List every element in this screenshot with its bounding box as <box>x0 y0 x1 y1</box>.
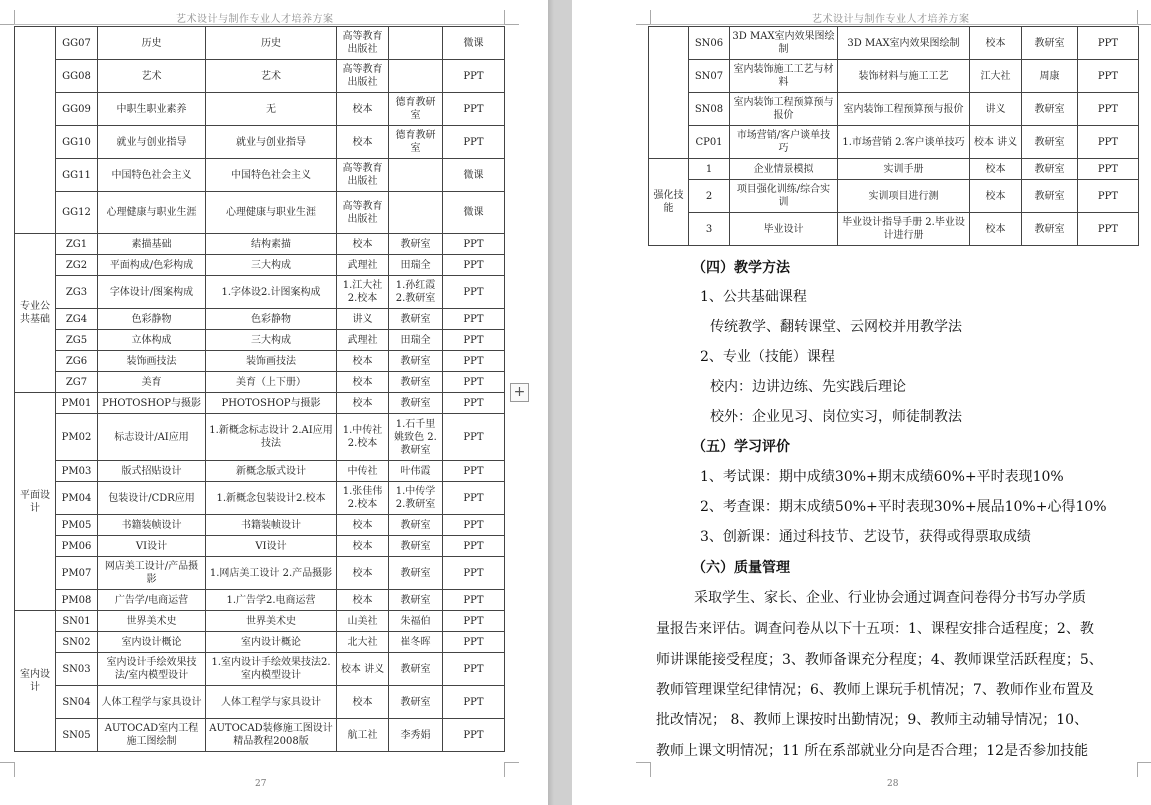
cell-textbook: 装饰材料与施工工艺 <box>838 60 970 93</box>
cell-textbook: VI设计 <box>206 536 337 557</box>
cell-editor: 崔冬晖 <box>389 632 443 653</box>
cell-editor: 德育教研室 <box>389 126 443 159</box>
crop-mark <box>504 10 519 25</box>
cell-format: PPT <box>443 255 505 276</box>
cell-editor: 教研室 <box>389 590 443 611</box>
cell-textbook: 美育（上下册） <box>206 372 337 393</box>
cell-course: 毕业设计 <box>730 213 838 246</box>
cell-format: PPT <box>443 611 505 632</box>
cell-publisher: 北大社 <box>337 632 389 653</box>
table-row <box>15 234 505 255</box>
cell-textbook: 无 <box>206 93 337 126</box>
cell-course: 书籍装帧设计 <box>98 515 206 536</box>
table-row <box>15 632 505 653</box>
course-table-left <box>14 26 505 752</box>
cell-publisher: 校本 讲义 <box>337 653 389 686</box>
running-header: 艺术设计与制作专业人才培养方案 <box>812 14 970 25</box>
cell-textbook: 装饰画技法 <box>206 351 337 372</box>
cell-code: GG09 <box>56 93 98 126</box>
paragraph-line: 3、创新课：通过科技节、艺设节，获得或得票取成绩 <box>700 529 1031 545</box>
cell-format: PPT <box>443 330 505 351</box>
page-gap-shadow <box>548 0 554 805</box>
table-row <box>15 351 505 372</box>
table-row <box>649 27 1139 60</box>
header-rule <box>14 24 504 25</box>
cell-editor: 1.孙红霞 2.教研室 <box>389 276 443 309</box>
cell-editor <box>389 192 443 234</box>
cell-textbook: 1.新概念包装设计2.校本 <box>206 482 337 515</box>
cell-publisher: 校本 讲义 <box>970 126 1022 159</box>
paragraph-line: 教师上课文明情况；11 所在系部就业分向是否合理；12是否参加技能 <box>656 743 1089 759</box>
paragraph-line: 批改情况； 8、教师上课按时出勤情况；9、教师主动辅导情况；10、 <box>656 712 1089 728</box>
cell-format: PPT <box>1078 93 1139 126</box>
cell-editor: 教研室 <box>389 309 443 330</box>
cell-code: PM05 <box>56 515 98 536</box>
table-row <box>15 309 505 330</box>
cell-textbook: 心理健康与职业生涯 <box>206 192 337 234</box>
table-row <box>15 482 505 515</box>
cell-editor: 德育教研室 <box>389 93 443 126</box>
paragraph-line: 1、考试课：期中成绩30%+期末成绩60%+平时表现10% <box>700 469 1064 485</box>
course-group-cell <box>15 27 56 234</box>
cell-code: ZG4 <box>56 309 98 330</box>
cell-format: PPT <box>443 461 505 482</box>
cell-course: 项目强化训练/综合实训 <box>730 180 838 213</box>
cell-code: PM08 <box>56 590 98 611</box>
cell-publisher: 校本 <box>337 590 389 611</box>
course-group-cell: 平面设计 <box>15 393 56 611</box>
cell-format: PPT <box>1078 159 1139 180</box>
cell-format: PPT <box>443 60 505 93</box>
cell-code: ZG6 <box>56 351 98 372</box>
cell-publisher: 讲义 <box>970 93 1022 126</box>
cell-publisher: 1.张佳伟 2.校本 <box>337 482 389 515</box>
cell-course: 心理健康与职业生涯 <box>98 192 206 234</box>
cell-editor: 教研室 <box>389 653 443 686</box>
cell-publisher: 1.中传社 2.校本 <box>337 414 389 461</box>
crop-mark <box>0 762 15 777</box>
cell-publisher: 高等教育出版社 <box>337 159 389 192</box>
cell-publisher: 校本 <box>337 557 389 590</box>
cell-publisher: 校本 <box>337 686 389 719</box>
cell-code: SN03 <box>56 653 98 686</box>
table-row <box>15 60 505 93</box>
cell-course: 室内装饰工程预算预与报价 <box>730 93 838 126</box>
cell-editor: 教研室 <box>1022 93 1078 126</box>
cell-textbook: 中国特色社会主义 <box>206 159 337 192</box>
cell-course: 人体工程学与家具设计 <box>98 686 206 719</box>
table-row <box>15 590 505 611</box>
crop-mark <box>0 10 15 25</box>
cell-code: 3 <box>689 213 730 246</box>
table-row <box>15 27 505 60</box>
cell-format: PPT <box>443 414 505 461</box>
cell-code: ZG2 <box>56 255 98 276</box>
cell-editor: 教研室 <box>1022 213 1078 246</box>
cell-format: PPT <box>443 393 505 414</box>
cell-course: 立体构成 <box>98 330 206 351</box>
document-page-left <box>0 0 548 805</box>
cell-editor: 教研室 <box>1022 159 1078 180</box>
cell-format: PPT <box>443 557 505 590</box>
cell-editor: 教研室 <box>389 372 443 393</box>
cell-publisher: 校本 <box>970 27 1022 60</box>
header-rule <box>650 24 1138 25</box>
paragraph-line: 传统教学、翻转课堂、云网校并用教学法 <box>710 319 962 335</box>
cell-course: 世界美术史 <box>98 611 206 632</box>
cell-editor <box>389 27 443 60</box>
crop-mark <box>1137 762 1151 777</box>
cell-code: PM04 <box>56 482 98 515</box>
cell-publisher: 校本 <box>337 515 389 536</box>
cell-publisher: 校本 <box>970 159 1022 180</box>
cell-format: PPT <box>443 719 505 752</box>
cell-editor: 教研室 <box>389 557 443 590</box>
cell-textbook: 1.市场营销 2.客户谈单技巧 <box>838 126 970 159</box>
running-header: 艺术设计与制作专业人才培养方案 <box>176 14 334 25</box>
table-row <box>15 461 505 482</box>
cell-code: SN01 <box>56 611 98 632</box>
paragraph-line: 校外：企业见习、岗位实习，师徒制教法 <box>710 409 962 425</box>
table-row <box>15 686 505 719</box>
cell-publisher: 高等教育出版社 <box>337 27 389 60</box>
section-heading: （六）质量管理 <box>692 560 790 576</box>
cell-textbook: 毕业设计指导手册 2.毕业设计进行册 <box>838 213 970 246</box>
section-heading: （四）教学方法 <box>692 260 790 276</box>
cell-format: PPT <box>443 482 505 515</box>
cell-editor: 教研室 <box>389 686 443 719</box>
cell-format: 微课 <box>443 159 505 192</box>
cell-format: PPT <box>443 536 505 557</box>
cell-publisher: 校本 <box>337 351 389 372</box>
cell-publisher: 航工社 <box>337 719 389 752</box>
table-row <box>15 255 505 276</box>
cell-publisher: 高等教育出版社 <box>337 60 389 93</box>
course-group-cell <box>649 27 689 159</box>
cell-course: 市场营销/客户谈单技巧 <box>730 126 838 159</box>
table-row <box>649 93 1139 126</box>
cell-textbook: 3D MAX室内效果图绘制 <box>838 27 970 60</box>
cell-code: PM07 <box>56 557 98 590</box>
cell-textbook: 世界美术史 <box>206 611 337 632</box>
cell-code: GG12 <box>56 192 98 234</box>
cell-textbook: AUTOCAD装修施工图设计精品教程2008版 <box>206 719 337 752</box>
cell-code: GG11 <box>56 159 98 192</box>
cell-textbook: 1.字体设2.计图案构成 <box>206 276 337 309</box>
cell-publisher: 江大社 <box>970 60 1022 93</box>
table-row <box>15 557 505 590</box>
table-row <box>15 192 505 234</box>
table-row <box>649 159 1139 180</box>
cell-format: 微课 <box>443 192 505 234</box>
cell-editor: 叶伟霞 <box>389 461 443 482</box>
cell-textbook: 1.广告学2.电商运营 <box>206 590 337 611</box>
cell-editor <box>389 159 443 192</box>
cell-course: 室内设计概论 <box>98 632 206 653</box>
table-row <box>649 126 1139 159</box>
cell-code: SN06 <box>689 27 730 60</box>
paragraph-line: 2、考查课：期末成绩50%+平时表现30%+展品10%+心得10% <box>700 499 1107 515</box>
cell-format: PPT <box>443 590 505 611</box>
cell-textbook: 人体工程学与家具设计 <box>206 686 337 719</box>
cell-format: PPT <box>1078 60 1139 93</box>
cell-editor: 1.石千里 姚致色 2.教研室 <box>389 414 443 461</box>
table-row <box>15 719 505 752</box>
cell-textbook: 就业与创业指导 <box>206 126 337 159</box>
cell-format: PPT <box>443 686 505 719</box>
paragraph-line: 师讲课能接受程度；3、教师备课充分程度；4、教师课堂活跃程度；5、 <box>656 652 1103 668</box>
cell-editor: 周康 <box>1022 60 1078 93</box>
cell-textbook: 色彩静物 <box>206 309 337 330</box>
cell-course: 平面构成/色彩构成 <box>98 255 206 276</box>
cell-format: PPT <box>443 632 505 653</box>
cell-format: PPT <box>443 372 505 393</box>
cell-publisher: 校本 <box>337 93 389 126</box>
cell-publisher: 校本 <box>970 213 1022 246</box>
table-row <box>15 93 505 126</box>
cell-course: 标志设计/AI应用 <box>98 414 206 461</box>
table-row <box>649 180 1139 213</box>
cell-editor: 教研室 <box>1022 180 1078 213</box>
cell-editor: 朱福伯 <box>389 611 443 632</box>
cell-format: PPT <box>443 93 505 126</box>
cell-format: PPT <box>443 653 505 686</box>
cell-publisher: 校本 <box>970 180 1022 213</box>
cell-editor: 教研室 <box>389 351 443 372</box>
cell-textbook: 三大构成 <box>206 255 337 276</box>
crop-mark <box>636 10 651 25</box>
crop-mark <box>504 762 519 777</box>
cell-course: 3D MAX室内效果图绘制 <box>730 27 838 60</box>
cell-textbook: 1.室内设计手绘效果技法2.室内模型设计 <box>206 653 337 686</box>
table-row <box>15 653 505 686</box>
table-row <box>15 515 505 536</box>
cell-course: 就业与创业指导 <box>98 126 206 159</box>
cell-course: 中国特色社会主义 <box>98 159 206 192</box>
cell-textbook: 1.新概念标志设计 2.AI应用技法 <box>206 414 337 461</box>
cell-course: 美育 <box>98 372 206 393</box>
cell-format: PPT <box>443 515 505 536</box>
cell-course: 装饰画技法 <box>98 351 206 372</box>
cell-course: 字体设计/图案构成 <box>98 276 206 309</box>
cell-editor: 教研室 <box>389 234 443 255</box>
table-row <box>15 393 505 414</box>
cell-code: ZG7 <box>56 372 98 393</box>
cell-editor: 教研室 <box>389 536 443 557</box>
paragraph-line: 量报告来评估。调查问卷从以下十五项：1、课程安排合适程度；2、教 <box>656 621 1094 637</box>
cell-textbook: 实训手册 <box>838 159 970 180</box>
table-row <box>649 213 1139 246</box>
cell-code: SN08 <box>689 93 730 126</box>
cell-textbook: 艺术 <box>206 60 337 93</box>
cell-format: PPT <box>1078 180 1139 213</box>
cell-publisher: 校本 <box>337 393 389 414</box>
cell-course: PHOTOSHOP与摄影 <box>98 393 206 414</box>
cell-code: PM06 <box>56 536 98 557</box>
cell-code: PM02 <box>56 414 98 461</box>
cell-code: CP01 <box>689 126 730 159</box>
cell-course: 素描基础 <box>98 234 206 255</box>
cell-textbook: 室内设计概论 <box>206 632 337 653</box>
cell-publisher: 校本 <box>337 234 389 255</box>
paragraph-line: 2、专业（技能）课程 <box>700 349 835 365</box>
cell-code: SN02 <box>56 632 98 653</box>
table-row <box>15 536 505 557</box>
cell-code: ZG3 <box>56 276 98 309</box>
cell-format: PPT <box>1078 213 1139 246</box>
cell-course: AUTOCAD室内工程施工图绘制 <box>98 719 206 752</box>
cell-code: PM03 <box>56 461 98 482</box>
cell-format: PPT <box>443 276 505 309</box>
cell-textbook: 三大构成 <box>206 330 337 351</box>
cell-course: 网店美工设计/产品摄影 <box>98 557 206 590</box>
table-row <box>649 60 1139 93</box>
cell-editor: 教研室 <box>1022 126 1078 159</box>
table-row <box>15 414 505 461</box>
cell-editor: 教研室 <box>389 515 443 536</box>
cell-code: ZG5 <box>56 330 98 351</box>
cell-course: 艺术 <box>98 60 206 93</box>
cell-publisher: 山美社 <box>337 611 389 632</box>
cell-publisher: 武理社 <box>337 255 389 276</box>
table-row <box>15 330 505 351</box>
cell-course: 包装设计/CDR应用 <box>98 482 206 515</box>
course-table-right <box>648 26 1139 246</box>
course-group-cell: 强化技能 <box>649 159 689 246</box>
cell-editor: 李秀娟 <box>389 719 443 752</box>
table-row <box>15 126 505 159</box>
cell-publisher: 校本 <box>337 372 389 393</box>
expand-button[interactable]: + <box>510 383 529 402</box>
cell-publisher: 1.江大社 2.校本 <box>337 276 389 309</box>
cell-editor: 1.中传学 2.教研室 <box>389 482 443 515</box>
section-heading: （五）学习评价 <box>692 439 790 455</box>
crop-mark <box>1137 10 1151 25</box>
cell-textbook: 结构素描 <box>206 234 337 255</box>
table-row <box>15 159 505 192</box>
cell-course: 广告学/电商运营 <box>98 590 206 611</box>
cell-course: 色彩静物 <box>98 309 206 330</box>
cell-editor: 教研室 <box>1022 27 1078 60</box>
cell-course: 中职生职业素养 <box>98 93 206 126</box>
cell-code: SN04 <box>56 686 98 719</box>
cell-course: 版式招贴设计 <box>98 461 206 482</box>
cell-code: SN05 <box>56 719 98 752</box>
cell-code: GG10 <box>56 126 98 159</box>
cell-textbook: 历史 <box>206 27 337 60</box>
cell-course: 室内装饰施工工艺与材料 <box>730 60 838 93</box>
cell-textbook: 室内装饰工程预算预与报价 <box>838 93 970 126</box>
cell-course: VI设计 <box>98 536 206 557</box>
cell-code: GG07 <box>56 27 98 60</box>
paragraph-line: 采取学生、家长、企业、行业协会通过调查问卷得分书写办学质 <box>694 590 1086 606</box>
cell-publisher: 讲义 <box>337 309 389 330</box>
cell-format: PPT <box>1078 27 1139 60</box>
table-row <box>15 372 505 393</box>
cell-textbook: 实训项目进行测 <box>838 180 970 213</box>
cell-publisher: 武理社 <box>337 330 389 351</box>
cell-publisher: 中传社 <box>337 461 389 482</box>
course-group-cell: 专业公共基础 <box>15 234 56 393</box>
cell-format: PPT <box>443 351 505 372</box>
cell-code: PM01 <box>56 393 98 414</box>
cell-course: 企业情景模拟 <box>730 159 838 180</box>
cell-publisher: 校本 <box>337 536 389 557</box>
cell-code: 2 <box>689 180 730 213</box>
course-group-cell: 室内设计 <box>15 611 56 752</box>
cell-publisher: 校本 <box>337 126 389 159</box>
paragraph-line: 校内：边讲边练、先实践后理论 <box>710 379 906 395</box>
cell-code: SN07 <box>689 60 730 93</box>
paragraph-line: 教师管理课堂纪律情况；6、教师上课玩手机情况；7、教师作业布置及 <box>656 682 1094 698</box>
cell-textbook: 新概念版式设计 <box>206 461 337 482</box>
cell-course: 室内设计手绘效果技法/室内模型设计 <box>98 653 206 686</box>
cell-textbook: PHOTOSHOP与摄影 <box>206 393 337 414</box>
cell-editor <box>389 60 443 93</box>
cell-format: PPT <box>443 234 505 255</box>
table-row <box>15 611 505 632</box>
cell-format: PPT <box>443 309 505 330</box>
paragraph-line: 1、公共基础课程 <box>700 289 807 305</box>
cell-editor: 教研室 <box>389 393 443 414</box>
cell-textbook: 书籍装帧设计 <box>206 515 337 536</box>
cell-editor: 田瑞全 <box>389 255 443 276</box>
cell-code: ZG1 <box>56 234 98 255</box>
cell-editor: 田瑞全 <box>389 330 443 351</box>
cell-format: PPT <box>443 126 505 159</box>
page-number: 27 <box>255 779 267 789</box>
cell-code: 1 <box>689 159 730 180</box>
crop-mark <box>636 762 651 777</box>
table-row <box>15 276 505 309</box>
page-number: 28 <box>887 779 899 789</box>
cell-format: 微课 <box>443 27 505 60</box>
cell-publisher: 高等教育出版社 <box>337 192 389 234</box>
cell-textbook: 1.网店美工设计 2.产品摄影 <box>206 557 337 590</box>
cell-code: GG08 <box>56 60 98 93</box>
cell-course: 历史 <box>98 27 206 60</box>
cell-format: PPT <box>1078 126 1139 159</box>
